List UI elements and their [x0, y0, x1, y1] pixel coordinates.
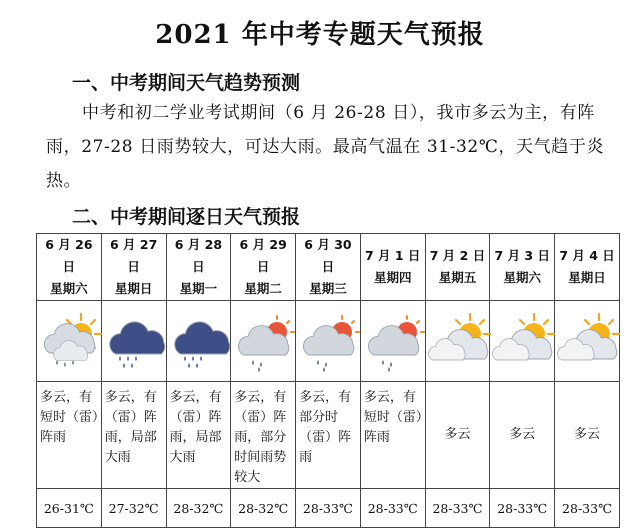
- partly-cloudy-icon: [555, 310, 619, 372]
- section2-heading: 二、中考期间逐日天气预报: [72, 206, 301, 228]
- day-weekday: 星期六: [503, 270, 541, 285]
- day-header: [360, 234, 425, 301]
- day-header: [296, 234, 361, 301]
- temperature-range: 28-33℃: [555, 489, 620, 528]
- weather-description: 多云，有短时（雷）阵雨: [37, 382, 102, 489]
- day-date: 7 月 3 日: [494, 248, 550, 263]
- weather-icon-cell: [360, 301, 425, 382]
- page-title: 2021 年中考专题天气预报: [155, 20, 485, 50]
- day-weekday: 星期四: [373, 270, 412, 285]
- day-header: [425, 234, 490, 301]
- day-date: 6 月 29 日: [239, 237, 287, 274]
- section1-heading: 一、中考期间天气趋势预测: [72, 72, 301, 94]
- day-header: [166, 234, 231, 301]
- day-weekday: 星期三: [309, 281, 347, 296]
- weather-description: 多云，有部分时（雷）阵雨: [296, 382, 361, 489]
- weather-description: 多云: [555, 382, 620, 489]
- day-date: 6 月 26 日: [45, 237, 93, 274]
- weather-description: 多云，有（雷）阵雨，局部大雨: [166, 382, 231, 489]
- temperature-range: 28-32℃: [166, 489, 231, 528]
- weather-icon-cell: [490, 301, 555, 382]
- temperature-range: 28-33℃: [360, 489, 425, 528]
- day-weekday: 星期一: [179, 281, 218, 296]
- day-weekday: 星期五: [438, 270, 477, 285]
- day-header: [555, 234, 620, 301]
- partly-cloudy-icon: [426, 310, 490, 372]
- day-weekday: 星期日: [568, 270, 606, 285]
- partly-cloudy-icon: [490, 310, 554, 372]
- day-weekday: 星期日: [114, 281, 153, 296]
- day-date: 6 月 30 日: [304, 237, 352, 274]
- day-header: [101, 234, 166, 301]
- day-date: 7 月 4 日: [559, 248, 615, 263]
- day-date: 6 月 28 日: [174, 237, 223, 274]
- temperature-range: 28-33℃: [425, 489, 490, 528]
- cloud-sun-rain-icon: [231, 310, 295, 372]
- cloud-sun-rain-icon: [361, 310, 425, 372]
- day-date: 7 月 1 日: [364, 248, 421, 263]
- weather-description: 多云，有（雷）阵雨，局部大雨: [101, 382, 166, 489]
- weather-description: 多云: [490, 382, 555, 489]
- day-weekday: 星期六: [50, 281, 88, 296]
- weather-description: 多云，有短时（雷）阵雨: [360, 382, 425, 489]
- temperature-range: 27-32℃: [101, 489, 166, 528]
- temperature-range: 26-31℃: [37, 489, 102, 528]
- temperature-range: 28-33℃: [490, 489, 555, 528]
- day-header: [37, 234, 102, 301]
- temperature-range: 28-33℃: [296, 489, 361, 528]
- day-date: 7 月 2 日: [429, 248, 486, 263]
- day-weekday: 星期二: [244, 281, 282, 296]
- heavy-rain-cloud-icon: [102, 310, 166, 372]
- forecast-table: [36, 233, 620, 528]
- day-header: [231, 234, 296, 301]
- cloud-sun-rain-icon: [296, 310, 360, 372]
- weather-icon-cell: [425, 301, 490, 382]
- weather-icon-cell: [166, 301, 231, 382]
- weather-icon-cell: [101, 301, 166, 382]
- day-header: [490, 234, 555, 301]
- weather-icon-cell: [296, 301, 361, 382]
- weather-description: 多云: [425, 382, 490, 489]
- partly-cloudy-rain-icon: [37, 310, 101, 372]
- temperature-range: 28-32℃: [231, 489, 296, 528]
- weather-icon-cell: [555, 301, 620, 382]
- section1-text: 中考和初二学业考试期间（6 月 26-28 日），我市多云为主，有阵雨，27-28 日雨势较大，可达大雨。最高气温在 31-32℃，天气趋于炎热。: [46, 103, 605, 191]
- weather-description: 多云，有（雷）阵雨，部分时间雨势较大: [231, 382, 296, 489]
- weather-icon-cell: [37, 301, 102, 382]
- heavy-rain-cloud-icon: [167, 310, 231, 372]
- day-date: 6 月 27 日: [110, 237, 158, 274]
- weather-icon-cell: [231, 301, 296, 382]
